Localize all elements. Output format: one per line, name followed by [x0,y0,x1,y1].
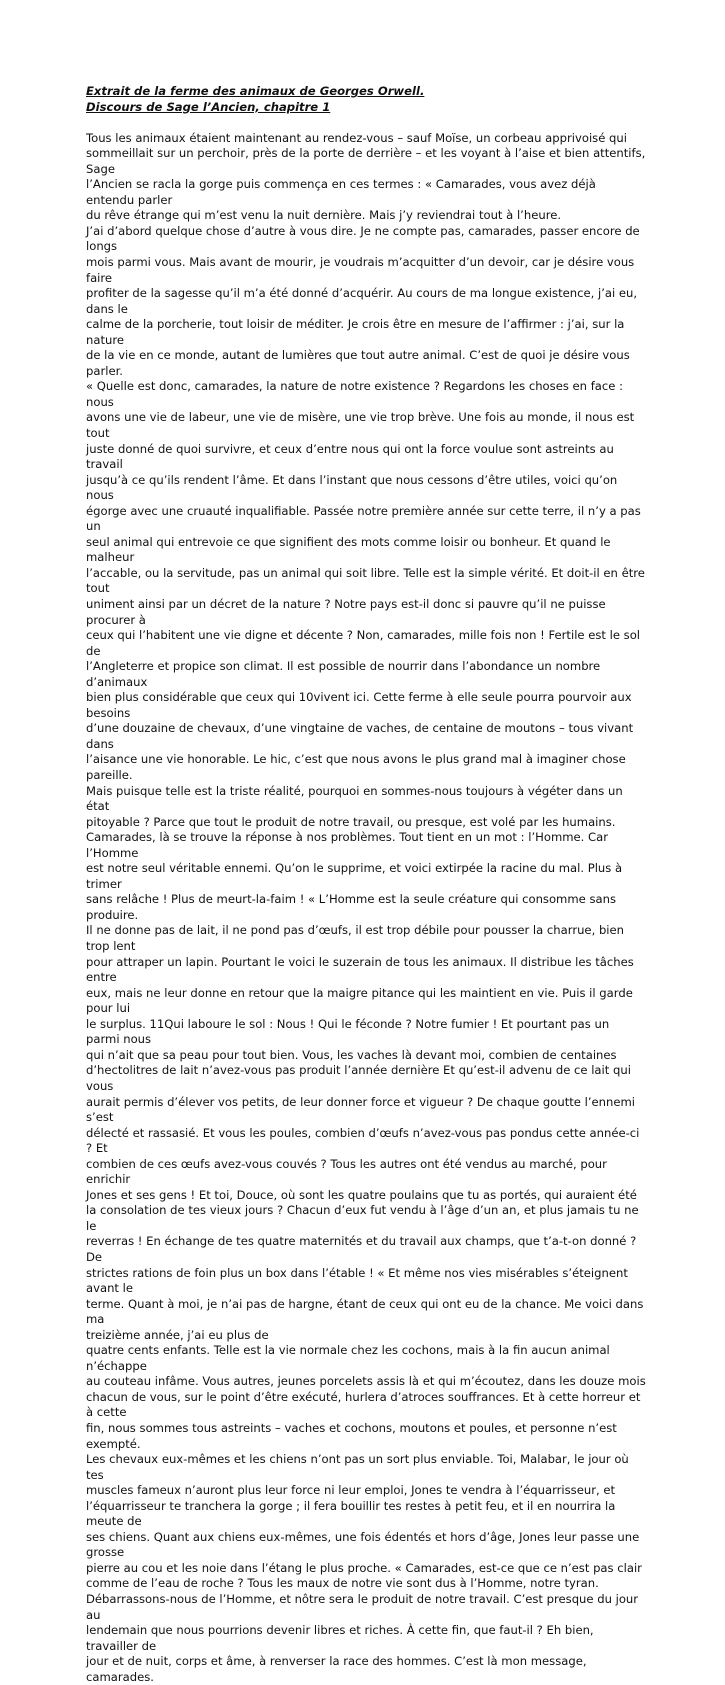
body-paragraph-1: Tous les animaux étaient maintenant au rendez-vous – sauf Moïse, un corbeau apprivoisé qui sommeillait sur un perchoir, près de la porte de derrière – et les voyant à l’aise et bien attentifs, Sage l’Ancien se racla la gorge puis commença en ces termes : « Camarades, vous avez déjà entendu parler du rêve étrange qui m’est venu la nuit dernière. Mais j’y reviendrai tout à l’heure. J’ai d’abord quelque chose d’autre à vous dire. Je ne compte pas, camarades, passer encore de longs mois parmi vous. Mais avant de mourir, je voudrais m’acquitter d’un devoir, car je désire vous faire profiter de la sagesse qu’il m’a été donné d’acquérir. Au cours de ma longue existence, j’ai eu, dans le calme de la porcherie, tout loisir de méditer. Je crois être en mesure de l’affirmer : j’ai, sur la nature de la vie en ce monde, autant de lumières que tout autre animal. C’est de quoi je désire vous parler. « Quelle est donc, camarades, la nature de notre existence ? Regardons les choses en face : nous avons une vie de labeur, une vie de misère, une vie trop brève. Une fois au monde, il nous est tout juste donné de quoi survivre, et ceux d’entre nous qui ont la force voulue sont astreints au travail jusqu’à ce qu’ils rendent l’âme. Et dans l’instant que nous cessons d’être utiles, voici qu’on nous égorge avec une cruauté inqualifiable. Passée notre première année sur cette terre, il n’y a pas un seul animal qui entrevoie ce que signifient des mots comme loisir ou bonheur. Et quand le malheur l’accable, ou la servitude, pas un animal qui soit libre. Telle est la simple vérité. Et doit-il en être tout uniment ainsi par un décret de la nature ? Notre pays est-il donc si pauvre qu’il ne puisse procurer à ceux qui l’habitent une vie digne et décente ? Non, camarades, mille fois non ! Fertile est le sol de l’Angleterre et propice son climat. Il est possible de nourrir dans l’abondance un nombre d’animaux bien plus considérable que ceux qui 10vivent ici. Cette ferme à elle seule pourra pourvoir aux besoins d’une douzaine de chevaux, d’une vingtaine de vaches, de centaine de moutons – tous vivant dans l’aisance une vie honorable. Le hic, c’est que nous avons le plus grand mal à imaginer chose pareille. Mais puisque telle est la triste réalité, pourquoi en sommes-nous toujours à végéter dans un état pitoyable ? Parce que tout le produit de notre travail, ou presque, est volé par les humains. Camarades, là se trouve la réponse à nos problèmes. Tout tient en un mot : l’Homme. Car l’Homme est notre seul véritable ennemi. Qu’on le supprime, et voici extirpée la racine du mal. Plus à trimer sans relâche ! Plus de meurt-la-faim ! « L’Homme est la seule créature qui consomme sans produire. Il ne donne pas de lait, il ne pond pas d’œufs, il est trop débile pour pousser la charrue, bien trop lent pour attraper un lapin. Pourtant le voici le suzerain de tous les animaux. Il distribue les tâches entre eux, mais ne leur donne en retour que la maigre pitance qui les maintient en vie. Puis il garde pour lui le surplus. 11Qui laboure le sol : Nous ! Qui le féconde ? Notre fumier ! Et pourtant pas un parmi nous qui n’ait que sa peau pour tout bien. Vous, les vaches là devant moi, combien de centaines d’hectolitres de lait n’avez-vous pas produit l’année dernière Et qu’est-il advenu de ce lait qui vous aurait permis d’élever vos petits, de leur donner force et vigueur ? De chaque goutte l’ennemi s’est délecté et rassasié. Et vous les poules, combien d’œufs n’avez-vous pas pondus cette année-ci ? Et combien de ces œufs avez-vous couvés ? Tous les autres ont été vendus au marché, pour enrichir Jones et ses gens ! Et toi, Douce, où sont les quatre poulains que tu as portés, qui auraient été la consolation de tes vieux jours ? Chacun d’eux fut vendu à l’âge d’un an, et plus jamais tu ne le reverras ! En échange de tes quatre maternités et du travail aux champs, que t’a-t-on donné ? De strictes rations de foin plus un box dans l’étable ! « Et même nos vies misérables s’éteignent avant le terme. Quant à moi, je n’ai pas de hargne, étant de ceux qui ont eu de la chance. Me voici dans ma treizième année, j’ai eu plus de [86,130,646,1342]
blank-line [86,115,646,131]
document-title: Extrait de la ferme des animaux de Georges Orwell. [86,84,425,98]
document-page [86,84,646,1685]
document-subtitle: Discours de Sage l’Ancien, chapitre 1 [86,99,331,114]
body-paragraph-2: quatre cents enfants. Telle est la vie normale chez les cochons, mais à la fin aucun animal n’échappe au couteau infâme. Vous autres, jeunes porcelets assis là et qui m’écoutez, dans les douze mois chacun de vous, sur le point d’être exécuté, hurlera d’atroces souffrances. Et à cette horreur et à cette fin, nous sommes tous astreints – vaches et cochons, moutons et poules, et personne n’est exempté. Les chevaux eux-mêmes et les chiens n’ont pas un sort plus enviable. Toi, Malabar, le jour où tes muscles fameux n’auront plus leur force ni leur emploi, Jones te vendra à l’équarrisseur, et l’équarrisseur te tranchera la gorge ; il fera bouillir tes restes à petit feu, et il en nourrira la meute de ses chiens. Quant aux chiens eux-mêmes, une fois édentés et hors d’âge, Jones leur passe une grosse pierre au cou et les noie dans l’étang le plus proche. « Camarades, est-ce que ce n’est pas clair comme de l’eau de roche ? Tous les maux de notre vie sont dus à l’Homme, notre tyran. Débarrassons-nous de l’Homme, et nôtre sera le produit de notre travail. C’est presque du jour au lendemain que nous pourrions devenir libres et riches. À cette fin, que faut-il ? Eh bien, travailler de jour et de nuit, corps et âme, à renverser la race des hommes. C’est là mon message, camarades. [86,1343,646,1684]
